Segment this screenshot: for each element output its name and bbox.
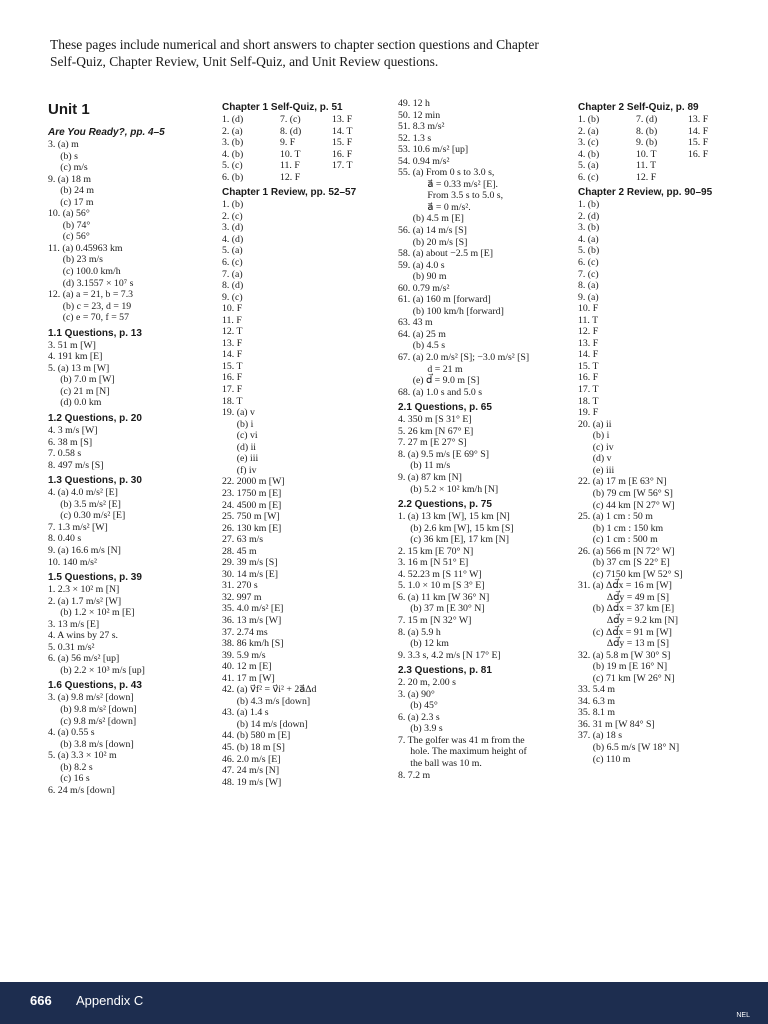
answer-line: 45. (b) 18 m [S] [222,741,285,753]
quiz-answer: 10. T [280,148,301,160]
answer-line: (c) 71 km [W 26° N] [578,672,675,684]
quiz-answer [688,172,728,184]
answer-line: 63. 43 m [398,317,433,329]
quiz-answer: 1. (b) [578,114,600,125]
quiz-row [578,149,763,161]
section-answers [48,487,213,568]
answer-line: 36. 31 m [W 84° S] [578,718,655,730]
intro-text: These pages include numerical and short answers to chapter section questions and Chapter Self-Quiz, Chapter Review, Unit Self-Quiz, and Unit Review questions. [50,37,539,69]
answer-line: 3. 51 m [W] [48,339,96,351]
section-heading: 2.2 Questions, p. 75 [398,499,492,511]
answer-line: (b) 1 cm : 150 km [578,522,664,534]
answer-line: 6. 38 m [S] [48,436,93,448]
answer-line: 10. 140 m/s² [48,556,97,568]
answer-line: (b) 3.8 m/s [down] [48,738,134,750]
quiz-row [222,149,392,161]
answer-line: Δd⃗y = 9.2 km [N] [578,614,678,626]
answer-line: 3. 13 m/s [E] [48,618,100,630]
answer-line: 5. (b) [578,245,600,257]
quiz-answer: 14. F [688,125,709,137]
answer-line: 20. (a) ii [578,418,612,430]
answer-line: (f) iv [222,464,257,476]
answer-line: (c) 36 km [E], 17 km [N] [398,534,510,546]
chapter-2-self-quiz-grid [578,114,763,183]
quiz-row [578,114,763,126]
answer-line: 5. 0.31 m/s² [48,641,95,653]
page-footer [0,982,768,1024]
answer-line: 17. T [578,384,599,396]
quiz-answer: 7. (c) [280,114,301,125]
answer-line: (b) 1.2 × 10² m [E] [48,607,135,619]
quiz-row [578,137,763,149]
answer-line: 8. (a) 9.5 m/s [E 69° S] [398,448,489,460]
answer-line: 1. 2.3 × 10² m [N] [48,584,120,596]
answer-line: (e) d⃗ = 9.0 m [S] [398,375,480,387]
answer-line: 5. 26 km [N 67° E] [398,425,474,437]
answer-line: (d) v [578,453,612,465]
answer-line: 8. 497 m/s [S] [48,459,104,471]
quiz-answer: 8. (b) [636,125,658,137]
answer-line: (c) Δd⃗x = 91 m [W] [578,626,672,638]
answer-line: 4. 3 m/s [W] [48,425,98,437]
answer-line: (d) ii [222,441,257,453]
quiz-row [222,126,392,138]
answer-line: (c) 16 s [48,773,90,785]
answer-line: 5. (a) [222,245,243,257]
answer-line: (e) iii [222,453,259,465]
quiz-answer: 9. F [280,137,296,149]
quiz-answer: 1. (d) [222,114,244,125]
chapter-1-self-quiz-title: Chapter 1 Self-Quiz, p. 51 [222,102,343,113]
answer-line: 6. 24 m/s [down] [48,784,115,796]
appendix-label: Appendix C [76,993,144,1008]
answer-line: 5. (a) 13 m [W] [48,362,110,374]
answer-line: 35. 8.1 m [578,707,616,719]
answer-line: 56. (a) 14 m/s [S] [398,225,467,237]
quiz-row [222,114,392,126]
answer-line: the ball was 10 m. [398,757,482,769]
quiz-answer: 15. F [332,137,353,149]
quiz-answer: 12. F [636,171,657,183]
column-1 [48,98,213,796]
answer-line: 31. 270 s [222,580,258,592]
quiz-row [222,160,392,172]
answer-line: 9. (a) [578,291,599,303]
answer-line: (b) 23 m/s [48,254,103,266]
answer-line: 6. (a) 56 m/s² [up] [48,653,120,665]
quiz-answer: 3. (c) [578,137,599,149]
answer-line: (b) 74° [48,219,91,231]
answer-line: (b) 14 m/s [down] [222,718,308,730]
answer-line: 3. 16 m [N 51° E] [398,557,469,569]
answer-line: 15. T [222,360,243,372]
answer-line: (b) 2.2 × 10³ m/s [up] [48,664,145,676]
answer-line: 10. F [578,303,599,315]
unit-title: Unit 1 [48,101,90,118]
answer-line: 61. (a) 160 m [forward] [398,294,491,306]
answer-line: 4. (a) 4.0 m/s² [E] [48,487,118,499]
answer-line: (c) 0.30 m/s² [E] [48,510,126,522]
chapter-2-review-list [578,199,763,765]
answer-line: 16. F [222,372,243,384]
answer-line: (b) 37 cm [S 22° E] [578,557,670,569]
quiz-row [222,137,392,149]
quiz-answer [332,172,372,184]
section-answers [48,692,213,796]
answer-line: 1. (b) [578,199,600,211]
answer-line: 35. 4.0 m/s² [E] [222,603,284,615]
answer-line: (b) c = 23, d = 19 [48,300,132,312]
answer-line: 3. (a) 9.8 m/s² [down] [48,692,134,704]
answer-line: (c) 44 km [N 27° W] [578,499,675,511]
answer-line: 26. (a) 566 m [N 72° W] [578,545,675,557]
answer-line: 53. 10.6 m/s² [up] [398,144,469,156]
quiz-answer: 16. F [332,148,353,160]
answer-line: hole. The maximum height of [398,746,527,758]
answer-line: 2. (a) 1.7 m/s² [W] [48,595,122,607]
section-heading: 1.6 Questions, p. 43 [48,680,142,692]
quiz-answer: 2. (a) [222,125,243,137]
quiz-answer: 6. (c) [578,171,599,183]
answer-line: (c) e = 70, f = 57 [48,312,129,324]
answer-line: 55. (a) From 0 s to 3.0 s, [398,167,495,179]
answer-line: 30. 14 m/s [E] [222,568,279,580]
answer-line: (b) Δd⃗x = 37 km [E] [578,603,675,615]
answer-line: 14. F [578,349,599,361]
answer-line: 4. 350 m [S 31° E] [398,414,472,426]
quiz-answer: 13. F [688,114,709,125]
section-heading: Are You Ready?, pp. 4–5 [48,127,165,138]
answer-line: 3. (a) 90° [398,688,435,700]
section-answers [48,584,213,676]
answer-line: 32. 997 m [222,591,262,603]
answer-line: 14. F [222,349,243,361]
answer-line: 8. (a) [578,280,599,292]
answer-line: (c) 21 m [N] [48,385,110,397]
quiz-answer: 7. (d) [636,114,658,125]
quiz-answer: 17. T [332,160,353,172]
answer-line: 4. 191 km [E] [48,351,103,363]
answer-line: (c) 7150 km [W 52° S] [578,568,683,580]
answer-line: (b) 12 km [398,638,449,650]
answer-line: 2. 20 m, 2.00 s [398,677,456,689]
answer-line: (b) 20 m/s [S] [398,236,468,248]
quiz-row [578,172,763,184]
answer-line: 1. (a) 13 km [W], 15 km [N] [398,511,510,523]
answer-line: 17. F [222,384,243,396]
answer-line: 12. F [578,326,599,338]
answer-line: 9. 3.3 s, 4.2 m/s [N 17° E] [398,649,501,661]
quiz-answer: 9. (b) [636,137,658,149]
answer-line: 6. (c) [578,257,599,269]
answer-line: (c) 100.0 km/h [48,266,121,278]
column-4 [578,98,763,765]
answer-line: 52. 1.3 s [398,132,432,144]
answer-line: 3. (d) [222,222,244,234]
quiz-answer: 10. T [636,148,657,160]
answer-line: 60. 0.79 m/s² [398,282,450,294]
answer-line: a⃗ = 0 m/s². [398,201,471,213]
answer-line: 4. (d) [222,233,244,245]
answer-line: (b) 4.5 s [398,340,446,352]
answer-line: 15. T [578,360,599,372]
column-3-sections [398,401,573,781]
answer-line: (d) 3.1557 × 10⁷ s [48,277,134,289]
section-heading: 1.2 Questions, p. 20 [48,413,142,425]
answer-line: (c) 110 m [578,753,631,765]
quiz-answer: 4. (b) [578,148,600,160]
quiz-row [578,126,763,138]
answer-line: (b) i [578,430,610,442]
answer-line: 33. 5.4 m [578,684,616,696]
chapter-2-self-quiz-title: Chapter 2 Self-Quiz, p. 89 [578,102,699,113]
answer-line: (c) 9.8 m/s² [down] [48,715,137,727]
column-2 [222,98,392,788]
answer-line: 13. F [222,337,243,349]
answer-line: 7. 1.3 m/s² [W] [48,521,108,533]
answer-line: 4. A wins by 27 s. [48,630,118,642]
answer-line: 50. 12 min [398,109,441,121]
answer-line: 19. (a) v [222,407,255,419]
answer-line: 28. 45 m [222,545,257,557]
answer-line: Δd⃗y = 13 m [S] [578,638,669,650]
quiz-row [578,160,763,172]
answer-line: 4. (a) [578,233,599,245]
answer-line: (b) 5.2 × 10² km/h [N] [398,483,499,495]
answer-line: (b) 24 m [48,185,94,197]
answer-line: 42. (a) v⃗f² = v⃗i² + 2a⃗Δd [222,684,317,696]
answer-line: 48. 19 m/s [W] [222,776,282,788]
answer-line: 2. (d) [578,210,600,222]
answer-line: 12. (a) a = 21, b = 7.3 [48,289,134,301]
chapter-1-review-continued [398,98,573,398]
answer-line: 51. 8.3 m/s² [398,121,445,133]
answer-line: (d) 0.0 km [48,397,102,409]
answer-line: (b) i [222,418,254,430]
answer-line: 38. 86 km/h [S] [222,638,284,650]
quiz-answer [688,160,728,172]
answer-line: From 3.5 s to 5.0 s, [398,190,504,202]
answer-line: 58. (a) about −2.5 m [E] [398,248,494,260]
answer-line: 8. (a) 5.9 h [398,626,441,638]
answer-line: 54. 0.94 m/s² [398,155,450,167]
chapter-2-review-title: Chapter 2 Review, pp. 90–95 [578,187,713,199]
answer-line: 32. (a) 5.8 m [W 30° S] [578,649,671,661]
answer-line: (c) 56° [48,231,90,243]
answer-line: 12. T [222,326,243,338]
answer-line: 4. (a) 0.55 s [48,727,95,739]
quiz-answer: 13. F [332,114,353,125]
section-heading: 1.3 Questions, p. 30 [48,475,142,487]
answer-line: 31. (a) Δd⃗x = 16 m [W] [578,580,672,592]
quiz-answer: 8. (d) [280,125,302,137]
answer-line: 5. 1.0 × 10 m [S 3° E] [398,580,485,592]
quiz-answer: 5. (a) [578,160,599,172]
page-number: 666 [30,993,52,1008]
quiz-answer: 4. (b) [222,148,244,160]
section-answers [398,677,573,781]
column-1-sections [48,126,213,796]
answer-line: 8. 0.40 s [48,533,82,545]
answer-line: (b) s [48,150,78,162]
answer-line: 25. (a) 1 cm : 50 m [578,511,653,523]
answer-line: (b) 11 m/s [398,460,451,472]
chapter-1-review-title: Chapter 1 Review, pp. 52–57 [222,187,357,199]
quiz-answer: 11. T [636,160,657,172]
answer-line: 36. 13 m/s [W] [222,614,282,626]
answer-line: 16. F [578,372,599,384]
section-answers [48,139,213,324]
quiz-answer: 2. (a) [578,125,599,137]
answer-line: (b) 9.8 m/s² [down] [48,703,137,715]
answer-line: 29. 39 m/s [S] [222,557,278,569]
answer-line: (b) 2.6 km [W], 15 km [S] [398,522,514,534]
answer-line: (b) 90 m [398,271,447,283]
answer-line: 4. 52.23 m [S 11° W] [398,568,482,580]
answer-line: 13. F [578,337,599,349]
answer-line: 27. 63 m/s [222,534,264,546]
answer-line: 6. (a) 11 km [W 36° N] [398,591,490,603]
answer-line: (e) iii [578,464,615,476]
answer-line: 18. T [578,395,599,407]
answer-line: 8. 7.2 m [398,769,431,781]
answer-line: 6. (a) 2.3 s [398,711,440,723]
section-heading: 2.3 Questions, p. 81 [398,665,492,677]
answer-line: (c) 17 m [48,196,94,208]
answer-line: 7. The golfer was 41 m from the [398,734,525,746]
answer-line: 24. 4500 m [E] [222,499,282,511]
quiz-answer: 12. F [280,171,301,183]
answer-line: a⃗ = 0.33 m/s² [E]. [398,178,498,190]
answer-line: (b) 37 m [E 30° N] [398,603,485,615]
quiz-answer: 3. (b) [222,137,244,149]
answer-line: (b) 8.2 s [48,761,93,773]
answer-line: (b) 3.5 m/s² [E] [48,498,121,510]
answer-line: 41. 17 m [W] [222,672,275,684]
chapter-1-self-quiz-grid [222,114,392,183]
section-heading: 2.1 Questions, p. 65 [398,402,492,414]
answer-line: 1. (b) [222,199,244,211]
answer-line: 9. (c) [222,291,243,303]
answer-line: 18. T [222,395,243,407]
answer-line: 7. (a) [222,268,243,280]
publisher-mark: NEL [736,1012,750,1019]
answer-line: (b) 4.3 m/s [down] [222,695,311,707]
quiz-answer: 5. (c) [222,160,243,172]
answer-line: (c) vi [222,430,258,442]
answer-line: 8. (d) [222,280,244,292]
answer-line: 10. (a) 56° [48,208,90,220]
answer-line: 37. 2.74 ms [222,626,268,638]
section-answers [398,511,573,661]
answer-line: (c) iv [578,441,614,453]
answer-line: 9. (a) 16.6 m/s [N] [48,544,121,556]
section-answers [398,414,573,495]
answer-line: 64. (a) 25 m [398,328,446,340]
answer-line: 7. 27 m [E 27° S] [398,437,467,449]
answer-line: 3. (a) m [48,139,79,150]
answer-line: (b) 45° [398,700,438,712]
answer-line: (c) m/s [48,162,88,174]
answer-line: 44. (b) 580 m [E] [222,730,291,742]
quiz-answer: 15. F [688,137,709,149]
quiz-answer: 6. (b) [222,171,244,183]
answer-line: 22. 2000 m [W] [222,476,285,488]
answer-line: 49. 12 h [398,98,430,109]
answer-line: (b) 100 km/h [forward] [398,305,504,317]
answer-line: 11. (a) 0.45963 km [48,242,123,254]
answer-line: 9. (a) 87 km [N] [398,471,462,483]
answer-line: 22. (a) 17 m [E 63° N] [578,476,667,488]
section-heading: 1.1 Questions, p. 13 [48,327,142,339]
answer-line: 59. (a) 4.0 s [398,259,445,271]
answer-line: 40. 12 m [E] [222,661,272,673]
answer-line: 39. 5.9 m/s [222,649,266,661]
quiz-answer: 16. F [688,148,709,160]
answer-line: (b) 19 m [E 16° N] [578,661,668,673]
section-answers [48,425,213,471]
answer-line: (b) 6.5 m/s [W 18° N] [578,741,680,753]
answer-line: (b) 79 cm [W 56° S] [578,487,673,499]
section-answers [48,340,213,409]
quiz-answer: 11. F [280,160,300,172]
answer-line: 25. 750 m [W] [222,511,280,523]
quiz-row [222,172,392,184]
answer-line: 5. (a) 3.3 × 10² m [48,750,117,762]
answer-line: (b) 3.9 s [398,723,443,735]
answer-line: 34. 6.3 m [578,695,616,707]
answer-line: 10. F [222,303,243,315]
chapter-1-review-list [222,199,392,788]
answer-line: 9. (a) 18 m [48,173,91,185]
answer-line: 11. T [578,314,599,326]
answer-line: 67. (a) 2.0 m/s² [S]; −3.0 m/s² [S] [398,352,530,364]
answer-line: Δd⃗y = 49 m [S] [578,591,669,603]
answer-line: 23. 1750 m [E] [222,487,282,499]
column-3 [398,98,573,781]
answer-line: 7. 15 m [N 32° W] [398,614,472,626]
section-heading: 1.5 Questions, p. 39 [48,572,142,584]
answer-line: 19. F [578,407,599,419]
answer-line: 43. (a) 1.4 s [222,707,269,719]
answer-line: 6. (c) [222,257,243,269]
answer-line: d = 21 m [398,363,463,375]
quiz-answer: 14. T [332,125,353,137]
answer-line: 37. (a) 18 s [578,730,623,742]
answer-line: 2. (c) [222,210,243,222]
answer-line: 26. 130 km [E] [222,522,282,534]
answer-line: (b) 7.0 m [W] [48,374,115,386]
answer-line: 2. 15 km [E 70° N] [398,545,474,557]
answer-line: (c) 1 cm : 500 m [578,534,658,546]
answer-line: 47. 24 m/s [N] [222,765,280,777]
answer-line: 3. (b) [578,222,600,234]
answer-line: 7. (c) [578,268,599,280]
answer-line: 46. 2.0 m/s [E] [222,753,281,765]
answer-line: 7. 0.58 s [48,448,82,460]
answer-line: 11. F [222,314,242,326]
answer-line: 68. (a) 1.0 s and 5.0 s [398,386,483,398]
answer-line: (b) 4.5 m [E] [398,213,464,225]
